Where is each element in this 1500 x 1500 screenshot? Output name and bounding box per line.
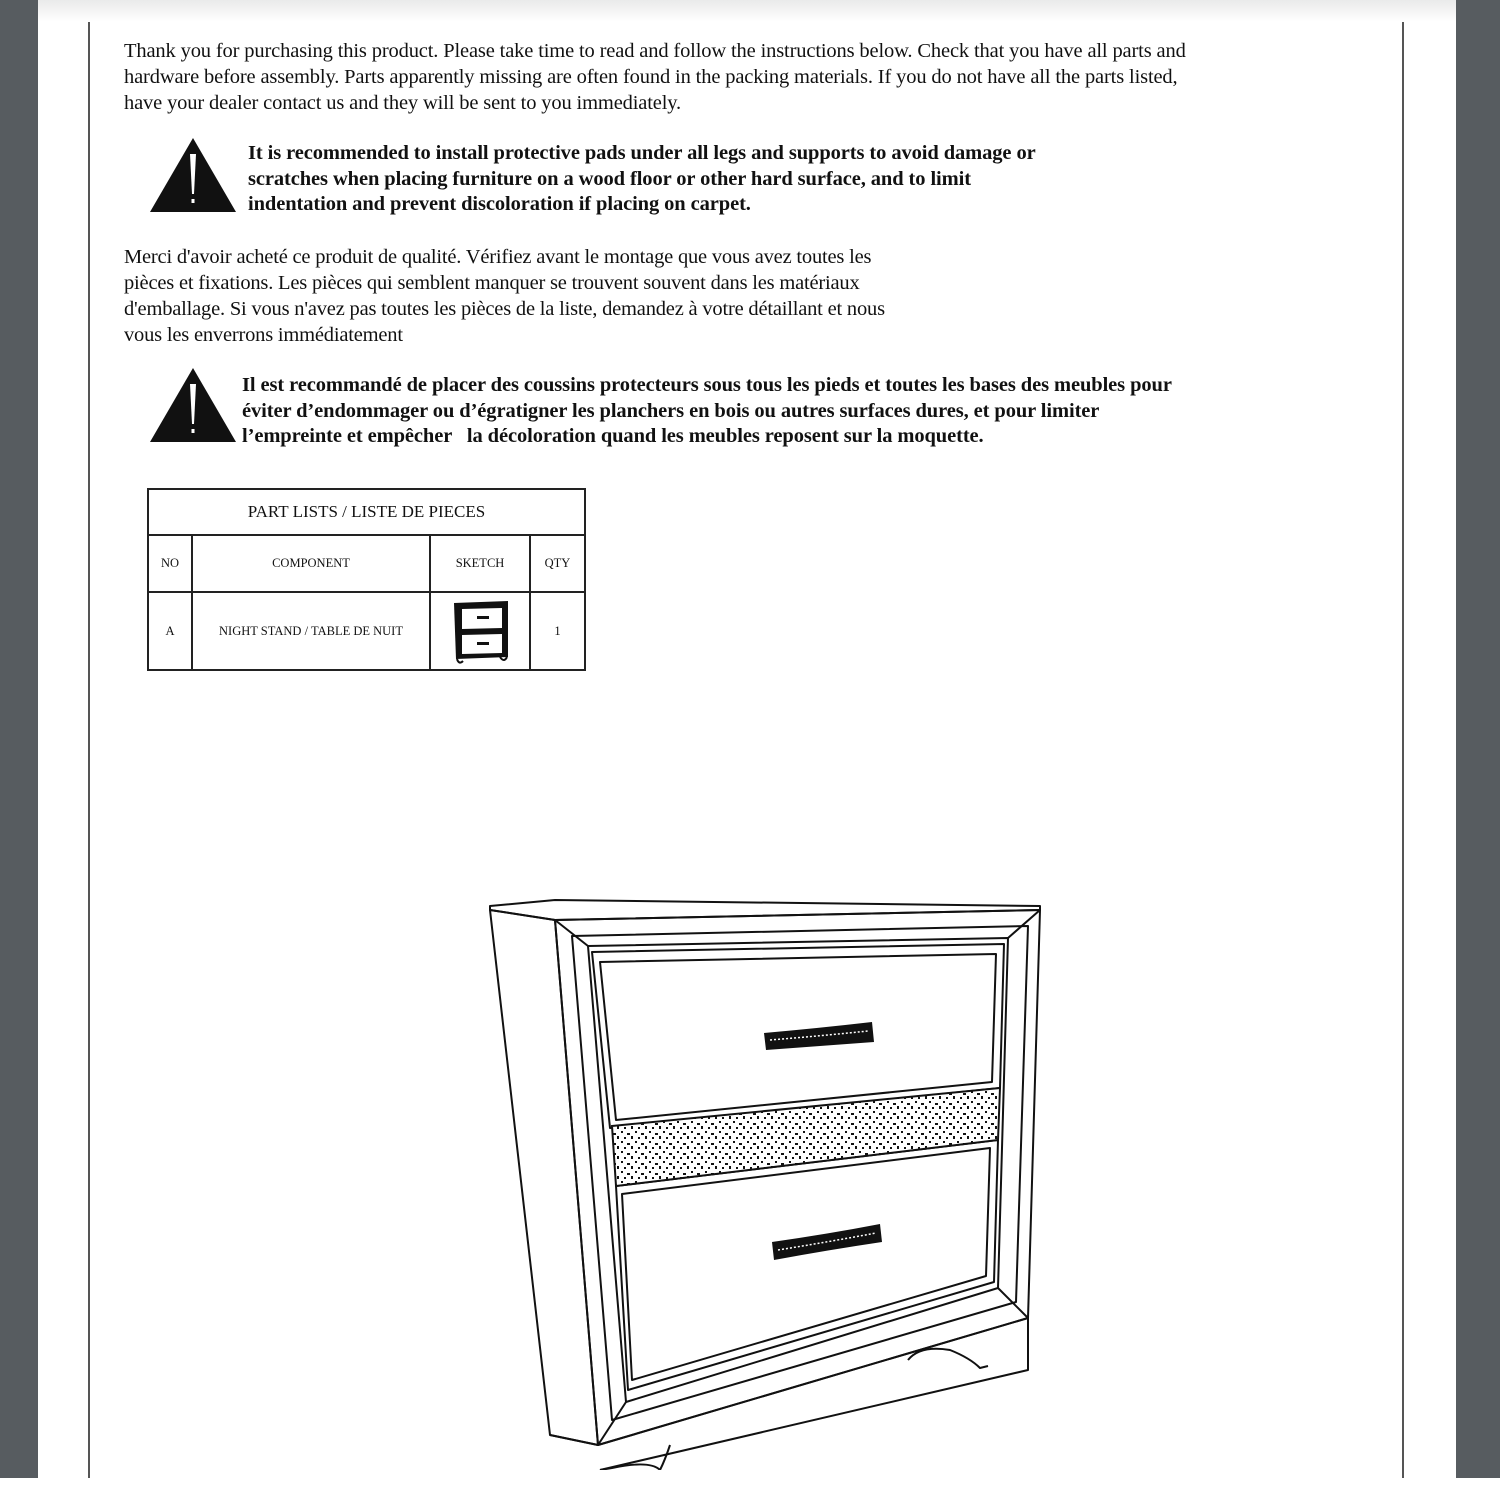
warning-text-en	[248, 141, 1148, 218]
intro-fr-line: d'emballage. Si vous n'avez pas toutes les pièces de la liste, demandez à votre détaillant et nous	[124, 298, 885, 320]
intro-fr-line: vous les enverrons immédiatement	[124, 324, 403, 346]
warning-triangle-icon	[148, 366, 238, 444]
nightstand-illustration	[480, 890, 1050, 1470]
header-component: COMPONENT	[192, 535, 430, 592]
warning-fr-line: Il est recommandé de placer des coussins protecteurs sous tous les pieds et toutes les bases des meubles pour	[242, 374, 1172, 396]
header-qty: QTY	[530, 535, 585, 592]
table-row	[148, 592, 585, 670]
nightstand-sketch-icon	[444, 597, 516, 665]
intro-line: Thank you for purchasing this product. Please take time to read and follow the instructions below. Check that you have all parts and	[124, 40, 1186, 62]
warning-line: It is recommended to install protective pads under all legs and supports to avoid damage or	[248, 142, 1036, 164]
header-sketch: SKETCH	[430, 535, 530, 592]
cell-qty: 1	[530, 592, 585, 670]
warning-triangle-icon	[148, 136, 238, 214]
intro-line: hardware before assembly. Parts apparently missing are often found in the packing materials. If you do not have all the parts listed,	[124, 66, 1178, 88]
warning-text-fr	[242, 373, 1312, 450]
intro-fr-line: Merci d'avoir acheté ce produit de qualité. Vérifiez avant le montage que vous avez toutes les	[124, 246, 872, 268]
warning-line: scratches when placing furniture on a wood floor or other hard surface, and to limit	[248, 167, 971, 190]
intro-paragraph-en	[124, 38, 1324, 116]
intro-line: have your dealer contact us and they will be sent to you immediately.	[124, 92, 682, 114]
intro-fr-line: pièces et fixations. Les pièces qui semblent manquer se trouvent souvent dans les matériaux	[124, 272, 860, 294]
warning-line: indentation and prevent discoloration if placing on carpet.	[248, 193, 751, 215]
viewer-top-edge	[38, 0, 1456, 22]
cell-no: A	[148, 592, 192, 670]
header-no: NO	[148, 535, 192, 592]
cell-component: NIGHT STAND / TABLE DE NUIT	[192, 592, 430, 670]
drawer-handle-top	[764, 1022, 874, 1050]
drawer-handle-bottom	[772, 1224, 882, 1260]
parts-table-caption: PART LISTS / LISTE DE PIECES	[148, 489, 585, 535]
viewer-left-bar	[0, 0, 38, 1478]
table-header-row	[148, 535, 585, 592]
parts-list-table	[147, 488, 586, 671]
cell-sketch	[430, 592, 530, 670]
warning-fr-line: l’empreinte et empêcher la décoloration quand les meubles reposent sur la moquette.	[242, 425, 984, 447]
intro-paragraph-fr	[124, 244, 994, 348]
warning-fr-line: éviter d’endommager ou d’égratigner les planchers en bois ou autres surfaces dures, et pour limiter	[242, 399, 1100, 422]
viewer-right-bar	[1456, 0, 1500, 1478]
